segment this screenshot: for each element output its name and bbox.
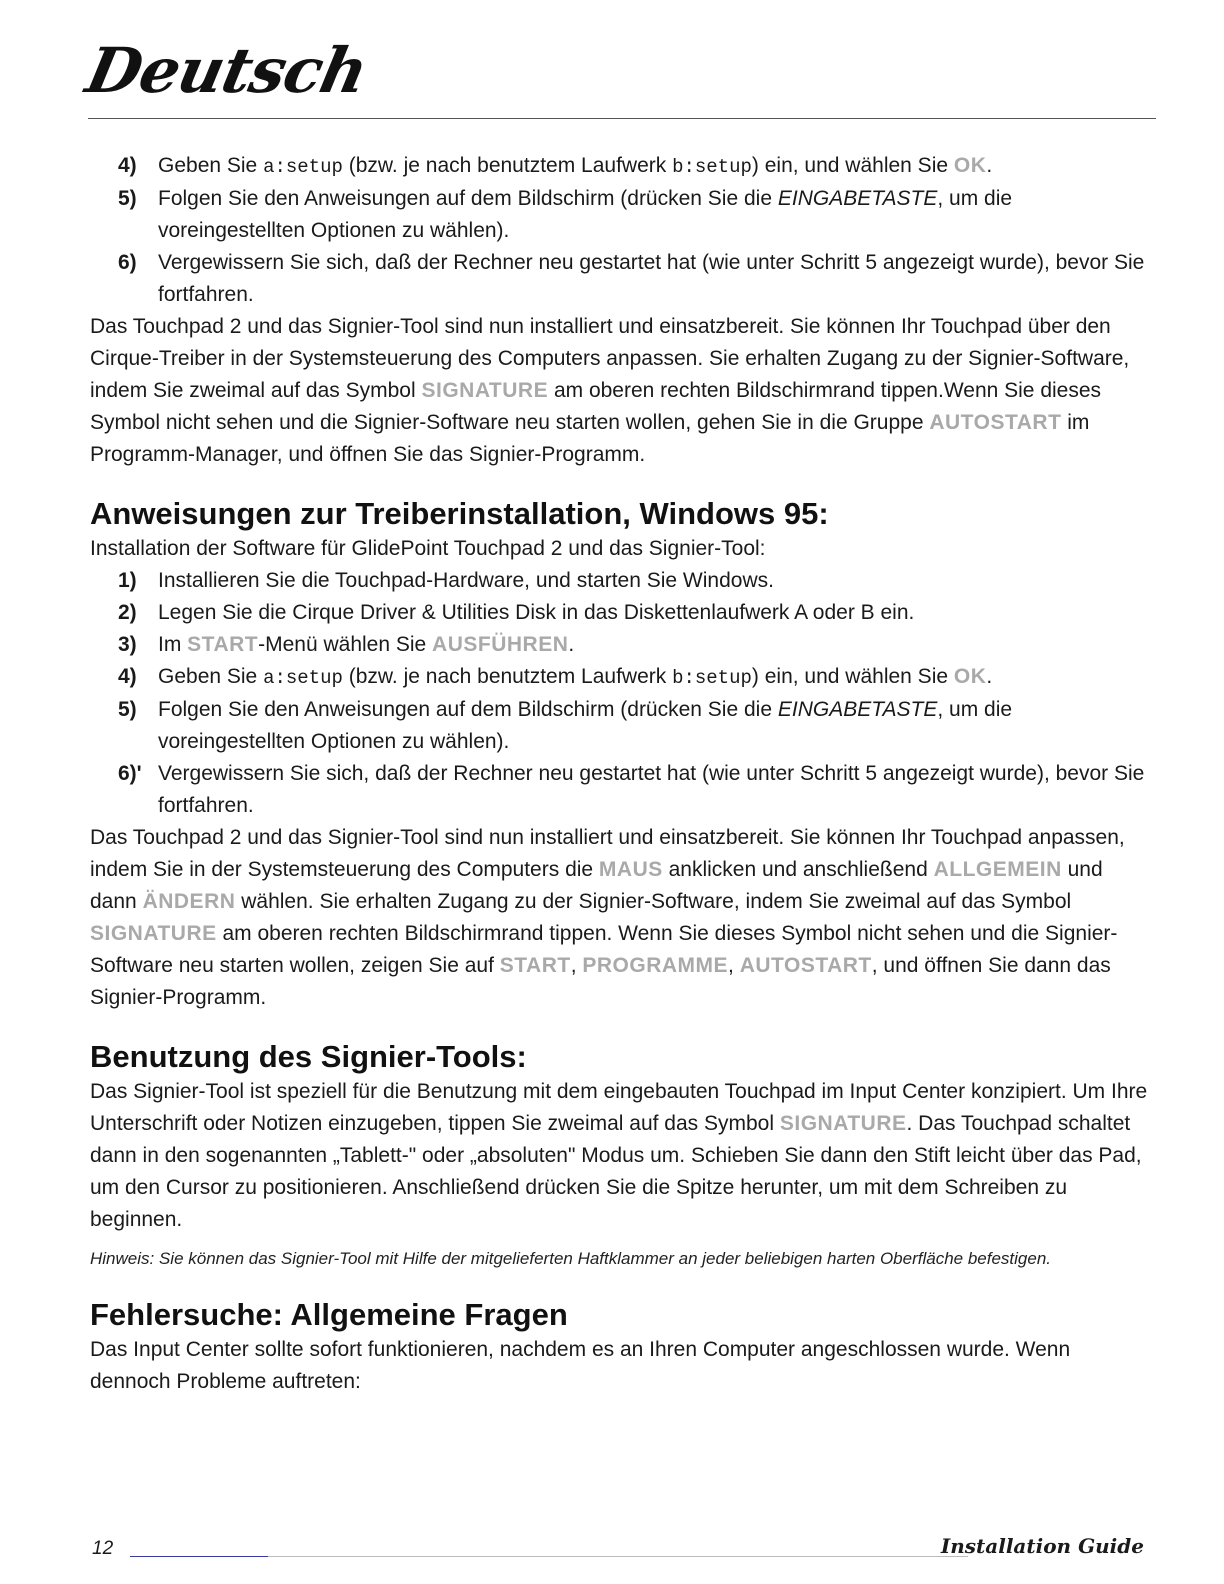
step-text: ) ein, und wählen Sie	[751, 154, 954, 177]
step-text: , um die voreingestellten Optionen zu wählen).	[158, 187, 1013, 242]
step-text: ) ein, und wählen Sie	[751, 665, 954, 688]
paragraph-text: Das Signier-Tool ist speziell für die Benutzung mit dem eingebauten Touchpad im Input Center konzipiert. Um Ihre Unterschrift oder Notizen einzugeben, tippen Sie zweimal auf das Symbol	[90, 1080, 1148, 1135]
step-number: 6)'	[118, 762, 142, 785]
header-rule	[88, 118, 1156, 119]
intro-paragraph	[90, 311, 1150, 471]
list-item	[90, 565, 1150, 597]
list-item	[90, 629, 1150, 661]
section-heading: Fehlersuche: Allgemeine Fragen	[90, 1297, 568, 1332]
section-heading: Anweisungen zur Treiberinstallation, Windows 95:	[90, 496, 829, 531]
key-term: EINGABETASTE	[777, 187, 938, 210]
command-code: a:setup	[263, 156, 343, 178]
win95-steps-list	[90, 565, 1150, 822]
section-usage	[90, 1038, 1150, 1272]
paragraph-text: und dann	[90, 858, 1103, 913]
win95-paragraph	[90, 822, 1150, 1014]
step-number: 6)	[118, 251, 137, 274]
ui-term: AUSFÜHREN	[432, 633, 569, 656]
paragraph-text: . Das Touchpad schaltet dann in den sogenannten „Tablett-" oder „absoluten" Modus um. Schieben Sie dann den Stift leicht über das Pad, um den Cursor zu positionieren. Anschließend drücken Sie die Spitze herunter, um mit dem Schreiben zu beginnen.	[90, 1112, 1142, 1231]
footer-line	[268, 1556, 968, 1557]
section-troubleshooting	[90, 1296, 1150, 1398]
page-content	[90, 150, 1150, 1398]
usage-note: Hinweis: Sie können das Signier-Tool mit Hilfe der mitgelieferten Haftklammer an jeder beliebigen harten Oberfläche befestigen.	[90, 1249, 1052, 1268]
list-item	[90, 694, 1150, 758]
list-item	[90, 758, 1150, 822]
section-win95	[90, 495, 1150, 1014]
page-header-title: Deutsch	[80, 34, 374, 107]
intro-steps-list	[90, 150, 1150, 311]
command-code: b:setup	[672, 667, 752, 689]
ui-term: MAUS	[598, 858, 663, 881]
paragraph-text: Das Touchpad 2 und das Signier-Tool sind nun installiert und einsatzbereit. Sie können Ihr Touchpad anpassen, indem Sie in der Systemsteuerung des Computers die	[90, 826, 1125, 881]
step-text: Folgen Sie den Anweisungen auf dem Bildschirm (drücken Sie die	[158, 187, 778, 210]
step-number: 4)	[118, 154, 137, 177]
step-number: 2)	[118, 601, 137, 624]
key-term: EINGABETASTE	[777, 698, 938, 721]
usage-paragraph	[90, 1076, 1150, 1236]
footer-title: Installation Guide	[940, 1534, 1144, 1558]
ui-term: OK	[953, 665, 987, 688]
step-number: 5)	[118, 698, 137, 721]
paragraph-text: im Programm-Manager, und öffnen Sie das Signier-Programm.	[90, 411, 1090, 466]
list-item	[90, 247, 1150, 311]
step-text: .	[568, 633, 575, 656]
page-number: 12	[92, 1538, 114, 1559]
list-item	[90, 597, 1150, 629]
ui-term: START	[187, 633, 259, 656]
section-lead: Installation der Software für GlidePoint Touchpad 2 und das Signier-Tool:	[90, 537, 766, 560]
ui-term: SIGNATURE	[421, 379, 549, 402]
step-text: .	[986, 154, 993, 177]
paragraph-text: am oberen rechten Bildschirmrand tippen. Wenn Sie dieses Symbol nicht sehen und die Signier-Software neu starten wollen, zeigen Sie auf	[90, 922, 1118, 977]
paragraph-text: ,	[570, 954, 583, 977]
step-text: Geben Sie	[158, 665, 264, 688]
paragraph-text: wählen. Sie erhalten Zugang zu der Signier-Software, indem Sie zweimal auf das Symbol	[235, 890, 1072, 913]
step-number: 4)	[118, 665, 137, 688]
ui-term: ALLGEMEIN	[933, 858, 1062, 881]
step-text: Installieren Sie die Touchpad-Hardware, und starten Sie Windows.	[158, 569, 774, 592]
paragraph-text: , und öffnen Sie dann das Signier-Programm.	[90, 954, 1111, 1009]
step-number: 3)	[118, 633, 137, 656]
ui-term: SIGNATURE	[90, 922, 217, 945]
paragraph-text: Das Touchpad 2 und das Signier-Tool sind nun installiert und einsatzbereit. Sie können Ihr Touchpad über den Cirque-Treiber in der Systemsteuerung des Computers anpassen. Sie erhalten Zugang zu der Signier-Software, indem Sie zweimal auf das Symbol	[90, 315, 1130, 402]
step-text: (bzw. je nach benutztem Laufwerk	[342, 665, 673, 688]
ui-term: SIGNATURE	[779, 1112, 907, 1135]
step-text: -Menü wählen Sie	[258, 633, 433, 656]
paragraph-text: ,	[728, 954, 740, 977]
list-item	[90, 150, 1150, 183]
ui-term: ÄNDERN	[142, 890, 236, 913]
paragraph-text: anklicken und anschließend	[662, 858, 934, 881]
command-code: b:setup	[672, 156, 752, 178]
footer-rule	[130, 1556, 268, 1557]
step-text: Legen Sie die Cirque Driver & Utilities Disk in das Diskettenlaufwerk A oder B ein.	[158, 601, 915, 624]
step-text: Vergewissern Sie sich, daß der Rechner neu gestartet hat (wie unter Schritt 5 angezeigt wurde), bevor Sie fortfahren.	[158, 762, 1145, 817]
step-text: .	[986, 665, 993, 688]
step-number: 5)	[118, 187, 137, 210]
step-text: Folgen Sie den Anweisungen auf dem Bildschirm (drücken Sie die	[158, 698, 778, 721]
ui-term: START	[499, 954, 571, 977]
list-item	[90, 661, 1150, 694]
ui-term: OK	[953, 154, 987, 177]
step-text: Vergewissern Sie sich, daß der Rechner neu gestartet hat (wie unter Schritt 5 angezeigt wurde), bevor Sie fortfahren.	[158, 251, 1145, 306]
step-text: Geben Sie	[158, 154, 264, 177]
step-text: Im	[158, 633, 188, 656]
ui-term: AUTOSTART	[739, 954, 872, 977]
section-heading: Benutzung des Signier-Tools:	[90, 1039, 527, 1074]
ui-term: AUTOSTART	[929, 411, 1062, 434]
ui-term: PROGRAMME	[582, 954, 729, 977]
troubleshooting-paragraph: Das Input Center sollte sofort funktionieren, nachdem es an Ihren Computer angeschlossen wurde. Wenn dennoch Probleme auftreten:	[90, 1338, 1071, 1393]
command-code: a:setup	[263, 667, 343, 689]
step-number: 1)	[118, 569, 137, 592]
paragraph-text: am oberen rechten Bildschirmrand tippen.Wenn Sie dieses Symbol nicht sehen und die Signier-Software neu starten wollen, gehen Sie in die Gruppe	[90, 379, 1102, 434]
step-text: (bzw. je nach benutztem Laufwerk	[342, 154, 673, 177]
list-item	[90, 183, 1150, 247]
step-text: , um die voreingestellten Optionen zu wählen).	[158, 698, 1013, 753]
